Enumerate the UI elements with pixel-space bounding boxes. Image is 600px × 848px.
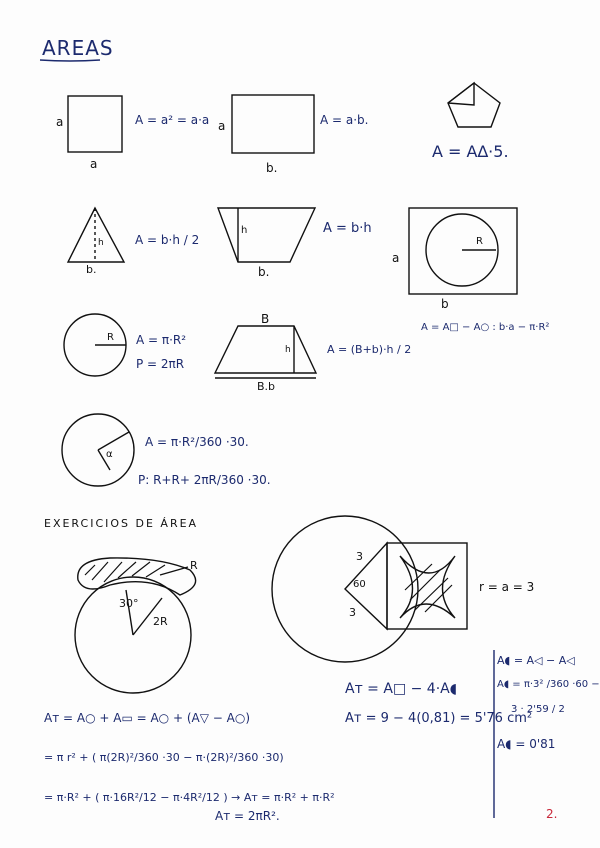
ex1-line-3: = π·R² + ( π·16R²/12 − π·4R²/12 ) → Aт = π·R² + π·R²	[44, 791, 335, 804]
ex1-arrow	[160, 567, 188, 575]
rectangle-side-b-label: b.	[266, 161, 278, 175]
circle-area-formula: A = π·R²	[136, 333, 187, 347]
ex2-square	[387, 543, 467, 629]
parallelogram-base-label: b.	[258, 265, 270, 279]
ex1-line-1: Aт = A○ + A▭ = A○ + (A▽ − A○)	[44, 711, 251, 725]
rectangle-side-a-label: a	[218, 119, 226, 133]
ex1-radius-label: 2R	[153, 615, 168, 628]
page-number: 2.	[546, 807, 558, 821]
circle-rect-side-a-label: a	[392, 251, 400, 265]
square-side-a-label: a	[56, 115, 64, 129]
sector-perimeter-formula: P: R+R+ 2πR/360 ·30.	[138, 473, 271, 487]
ex2-side-calc-1: A◖ = A◁ − A◁	[497, 654, 575, 667]
page-title: AREAS	[42, 36, 114, 60]
ex1-r-label: R	[190, 559, 198, 572]
ex2-r-label: r = a = 3	[479, 580, 535, 594]
pentagon-formula: A = A∆·5.	[432, 142, 509, 161]
square-formula: A = a² = a·a	[135, 113, 210, 127]
ex2-side-calc-2: A◖ = π·3² /360 ·60 −	[497, 679, 600, 690]
circle-radius-label: R	[107, 332, 114, 343]
circle-rect-formula: A = A□ − A○ : b·a − π·R²	[421, 322, 550, 333]
triangle-base-label: b.	[86, 263, 97, 276]
ex2-line-2: Aт = 9 − 4(0,81) = 5'76 cm²	[345, 711, 533, 726]
ex1-line-4: Aт = 2πR².	[215, 809, 280, 823]
sector-angle-label: α	[106, 449, 113, 460]
ex2-side-label-1: 3	[356, 550, 363, 563]
rectangle-shape	[232, 95, 314, 153]
ex1-angle-label: 30°	[119, 597, 139, 610]
triangle-height-label: h	[98, 238, 104, 248]
ex2-line-1: Aт = A□ − 4·A◖	[345, 681, 458, 697]
ex1-crescent-hatch	[85, 562, 165, 582]
ex2-angle-label: 60	[353, 579, 366, 590]
triangle-formula: A = b·h / 2	[135, 233, 200, 247]
trapezoid-height-label: h	[285, 345, 291, 355]
triangle-shape	[68, 208, 124, 262]
trapezoid-formula: A = (B+b)·h / 2	[327, 343, 412, 356]
pentagon-triangle	[448, 83, 474, 105]
circle-rect-radius-label: R	[476, 236, 483, 247]
ex1-line-2: = π r² + ( π(2R)²/360 ·30 − π·(2R)²/360 ·30)	[44, 751, 284, 764]
circle-perimeter-formula: P = 2πR	[136, 357, 185, 371]
trapezoid-top-label: B	[261, 312, 270, 326]
outer-rectangle	[409, 208, 517, 294]
title-underline	[40, 60, 100, 61]
ex2-side-label-2: 3	[349, 606, 356, 619]
trapezoid-bottom-label: B.b	[257, 380, 276, 393]
parallelogram-formula: A = b·h	[323, 221, 372, 236]
parallelogram-height-label: h	[241, 225, 248, 236]
sector-radius-1	[98, 432, 129, 450]
square-side-b-label: a	[90, 157, 98, 171]
exercises-heading: EXERCICIOS DE ÁREA	[44, 517, 199, 530]
sector-area-formula: A = π·R²/360 ·30.	[145, 435, 249, 449]
ex2-side-calc-3: 3 · 2'59 / 2	[511, 704, 565, 715]
square-shape	[68, 96, 122, 152]
rectangle-formula: A = a·b.	[320, 113, 369, 127]
circle-rect-side-b-label: b	[441, 297, 449, 311]
ex2-side-calc-4: A◖ = 0'81	[497, 737, 556, 751]
trapezoid-shape	[215, 326, 316, 373]
parallelogram-shape	[218, 208, 315, 262]
